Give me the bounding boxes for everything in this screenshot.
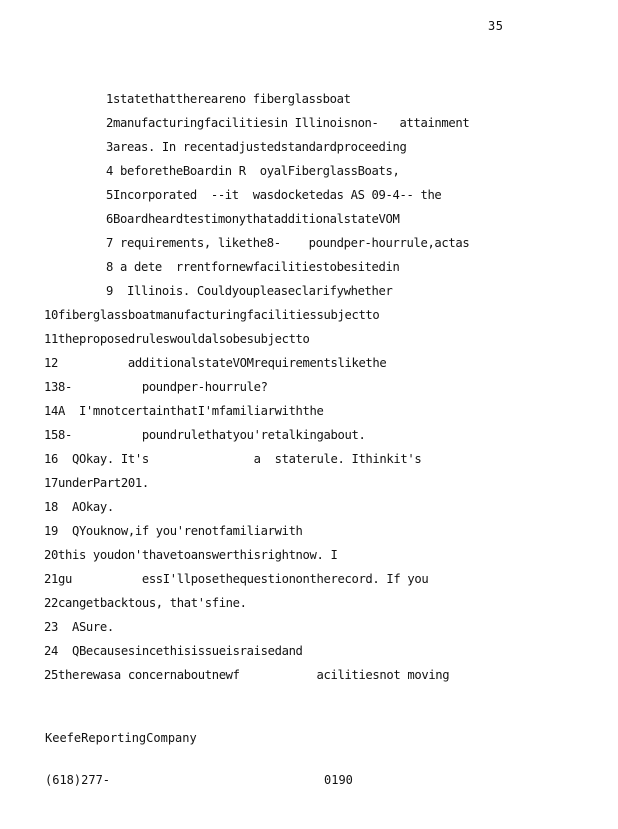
line-number: 19	[44, 524, 58, 538]
line-text: BoardheardtestimonythatadditionalstateVOM	[113, 212, 400, 226]
line-text: AOkay.	[57, 500, 114, 514]
line-number: 20	[44, 548, 58, 562]
transcript-line	[44, 355, 386, 371]
line-text: gu essI'llposethequestionontherecord. If you	[57, 572, 429, 586]
line-text: QYouknow,if you'renotfamiliarwith	[57, 524, 303, 538]
line-text: therewasa concernaboutnewf acilitiesnot moving	[57, 668, 450, 682]
transcript-line	[106, 139, 406, 155]
line-number: 14	[44, 404, 58, 418]
line-number: 5	[106, 188, 113, 202]
line-text: additionalstateVOMrequirementslikethe	[57, 356, 387, 370]
line-number: 12	[44, 356, 58, 370]
line-number: 18	[44, 500, 58, 514]
line-text: requirements, likethe8- poundper-hourrule,actas	[113, 236, 470, 250]
footer	[45, 703, 353, 801]
transcript-line	[44, 667, 449, 683]
transcript-line	[44, 499, 114, 515]
transcript-line	[44, 379, 268, 395]
transcript-line	[44, 307, 379, 323]
line-text: beforetheBoardin R oyalFiberglassBoats,	[113, 164, 400, 178]
transcript-line	[44, 427, 365, 443]
line-text: theproposedruleswouldalsobesubjectto	[57, 332, 310, 346]
line-text: fiberglassboatmanufacturingfacilitiessubjectto	[57, 308, 380, 322]
line-text: 8- poundrulethatyou'retalkingabout.	[57, 428, 366, 442]
line-number: 23	[44, 620, 58, 634]
line-text: Illinois. Couldyoupleaseclarifywhether	[113, 284, 393, 298]
line-text: A I'mnotcertainthatI'mfamiliarwiththe	[57, 404, 324, 418]
footer-company: KeefeReportingCompany	[45, 731, 197, 745]
transcript-line	[44, 571, 428, 587]
line-number: 22	[44, 596, 58, 610]
line-number: 25	[44, 668, 58, 682]
line-text: ASure.	[57, 620, 114, 634]
line-text: manufacturingfacilitiesin Illinoisnon- attainment	[113, 116, 470, 130]
transcript-line	[44, 619, 114, 635]
transcript-line	[44, 595, 247, 611]
line-text: 8- poundper-hourrule?	[57, 380, 268, 394]
line-text: areas. In recentadjustedstandardproceeding	[113, 140, 407, 154]
line-number: 15	[44, 428, 58, 442]
line-number: 3	[106, 140, 113, 154]
line-text: cangetbacktous, that'sfine.	[57, 596, 247, 610]
transcript-line	[106, 163, 400, 179]
line-number: 11	[44, 332, 58, 346]
transcript-line	[44, 403, 324, 419]
line-number: 13	[44, 380, 58, 394]
line-number: 7	[106, 236, 113, 250]
transcript-line	[44, 475, 149, 491]
line-number: 1	[106, 92, 113, 106]
transcript-line	[106, 187, 441, 203]
line-number: 21	[44, 572, 58, 586]
line-text: QBecausesincethisissueisraisedand	[57, 644, 303, 658]
line-text: QOkay. It's a staterule. Ithinkit's	[57, 452, 422, 466]
transcript-line	[106, 235, 469, 251]
transcript-line	[44, 451, 421, 467]
transcript-line	[106, 283, 393, 299]
line-number: 8	[106, 260, 113, 274]
footer-phone-prefix: (618)277-	[45, 773, 111, 787]
footer-phone-suffix: 0190	[324, 773, 353, 787]
transcript-line	[44, 331, 310, 347]
line-text: underPart201.	[57, 476, 149, 490]
line-number: 2	[106, 116, 113, 130]
line-number: 9	[106, 284, 113, 298]
transcript-line	[106, 259, 400, 275]
transcript-line	[106, 211, 400, 227]
line-number: 10	[44, 308, 58, 322]
transcript-line	[44, 547, 338, 563]
line-text: statethatthereareno fiberglassboat	[113, 92, 351, 106]
line-text: a dete rrentfornewfacilitiestobesitedin	[113, 260, 400, 274]
line-number: 6	[106, 212, 113, 226]
transcript-line	[44, 643, 303, 659]
line-number: 17	[44, 476, 58, 490]
line-text: this youdon'thavetoanswerthisrightnow. I	[57, 548, 338, 562]
transcript-line	[106, 115, 469, 131]
transcript-line	[44, 523, 303, 539]
line-number: 16	[44, 452, 58, 466]
line-number: 24	[44, 644, 58, 658]
line-number: 4	[106, 164, 113, 178]
transcript-line	[106, 91, 351, 107]
page-number: 35	[488, 19, 504, 33]
line-text: Incorporated --it wasdocketedas AS 09-4-- the	[113, 188, 442, 202]
